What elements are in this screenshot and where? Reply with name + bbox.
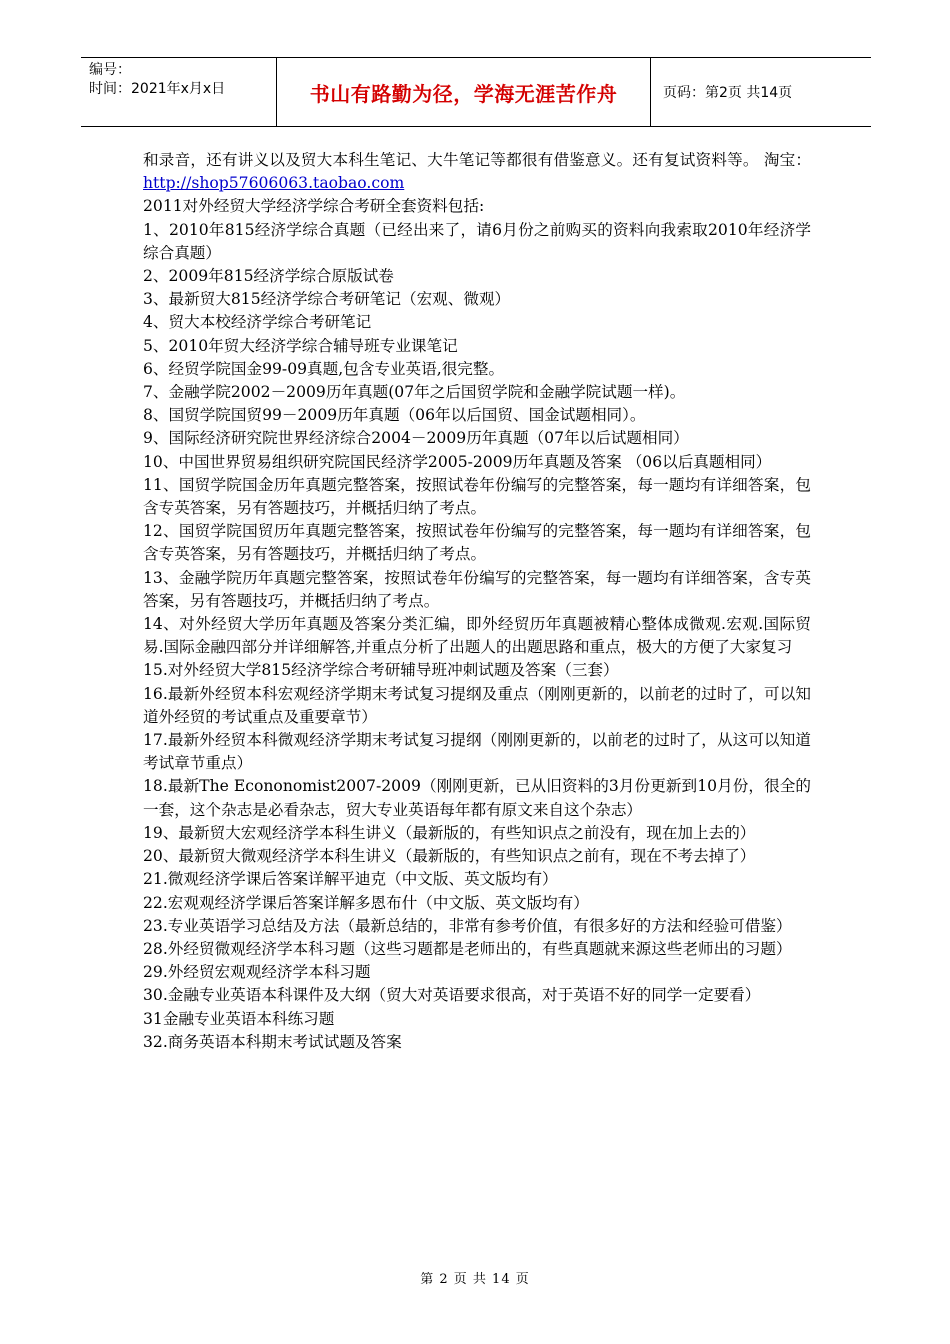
intro-text: 和录音，还有讲义以及贸大本科生笔记、大牛笔记等都很有借鉴意义。还有复试资料等。 淘宝：	[143, 151, 811, 169]
shop-link[interactable]: http://shop57606063.taobao.com	[143, 174, 405, 193]
list-item: 6、经贸学院国金99-09真题,包含专业英语,很完整。	[143, 359, 505, 378]
list-item: 18.最新The Econonomist2007-2009（刚刚更新，已从旧资料的3月份更新到10月份，很全的一套，这个杂志是必看杂志，贸大专业英语每年都有原文来自这个杂志）	[143, 777, 811, 819]
list-item: 30.金融专业英语本科课件及大纲（贸大对英语要求很高，对于英语不好的同学一定要看）	[143, 986, 761, 1005]
list-item: 21.微观经济学课后答案详解平迪克（中文版、英文版均有）	[143, 870, 558, 889]
list-item: 29.外经贸宏观观经济学本科习题	[143, 963, 371, 982]
list-item: 19、最新贸大宏观经济学本科生讲义（最新版的，有些知识点之前没有，现在加上去的）	[143, 823, 756, 842]
header-page-info: 页码：第2页 共14页	[663, 85, 793, 101]
header-motto: 书山有路勤为径，学海无涯苦作舟	[277, 58, 651, 126]
time-line: 时间：2021年x月x日	[89, 81, 226, 97]
header-meta	[81, 58, 277, 126]
list-item: 14、对外经贸大学历年真题及答案分类汇编，即外经贸历年真题被精心整体成微观.宏观.国际贸易.国际金融四部分并详细解答,并重点分析了出题人的出题思路和重点，极大的方便了大家复习	[143, 615, 811, 657]
list-item: 31金融专业英语本科练习题	[143, 1009, 335, 1028]
list-item: 23.专业英语学习总结及方法（最新总结的，非常有参考价值，有很多好的方法和经验可借鉴）	[143, 916, 792, 935]
list-item: 8、国贸学院国贸99－2009历年真题（06年以后国贸、国金试题相同）。	[143, 406, 646, 425]
list-item: 20、最新贸大微观经济学本科生讲义（最新版的，有些知识点之前有，现在不考去掉了）	[143, 847, 756, 866]
list-item: 2、2009年815经济学综合原版试卷	[143, 267, 394, 286]
list-item: 17.最新外经贸本科微观经济学期末考试复习提纲（刚刚更新的，以前老的过时了，从这可以知道考试章节重点）	[143, 731, 811, 773]
list-item: 13、金融学院历年真题完整答案，按照试卷年份编写的完整答案，每一题均有详细答案，含专英答案，另有答题技巧，并概括归纳了考点。	[143, 568, 811, 610]
list-item: 1、2010年815经济学综合真题（已经出来了，请6月份之前购买的资料向我索取2010年经济学综合真题）	[143, 220, 811, 262]
list-item: 10、中国世界贸易组织研究院国民经济学2005-2009历年真题及答案 （06以后真题相同）	[143, 452, 772, 471]
list-item: 12、国贸学院国贸历年真题完整答案，按照试卷年份编写的完整答案，每一题均有详细答案，包含专英答案，另有答题技巧，并概括归纳了考点。	[143, 522, 811, 564]
intro-paragraph	[143, 149, 811, 195]
list-item: 16.最新外经贸本科宏观经济学期末考试复习提纲及重点（刚刚更新的，以前老的过时了，可以知道外经贸的考试重点及重要章节）	[143, 684, 811, 726]
list-item: 5、2010年贸大经济学综合辅导班专业课笔记	[143, 336, 458, 355]
materials-list	[143, 219, 811, 1054]
list-item: 7、金融学院2002－2009历年真题(07年之后国贸学院和金融学院试题一样)。	[143, 383, 686, 402]
list-item: 15.对外经贸大学815经济学综合考研辅导班冲刺试题及答案（三套）	[143, 661, 619, 680]
list-item: 4、贸大本校经济学综合考研笔记	[143, 313, 372, 332]
document-body	[143, 149, 811, 1054]
list-item: 11、国贸学院国金历年真题完整答案，按照试卷年份编写的完整答案，每一题均有详细答案，包含专英答案，另有答题技巧，并概括归纳了考点。	[143, 475, 811, 518]
list-item: 32.商务英语本科期末考试试题及答案	[143, 1032, 402, 1051]
page-header	[81, 57, 871, 127]
list-item: 3、最新贸大815经济学综合考研笔记（宏观、微观）	[143, 290, 511, 309]
list-item: 9、国际经济研究院世界经济综合2004－2009历年真题（07年以后试题相同）	[143, 429, 689, 448]
number-label: 编号：	[89, 62, 131, 78]
page-footer: 第 2 页 共 14 页	[420, 1272, 530, 1287]
list-item: 28.外经贸微观经济学本科习题（这些习题都是老师出的，有些真题就来源这些老师出的习题）	[143, 939, 792, 958]
list-item: 22.宏观观经济学课后答案详解多恩布什（中文版、英文版均有）	[143, 893, 589, 912]
list-heading: 2011对外经贸大学经济学综合考研全套资料包括:	[143, 197, 485, 216]
